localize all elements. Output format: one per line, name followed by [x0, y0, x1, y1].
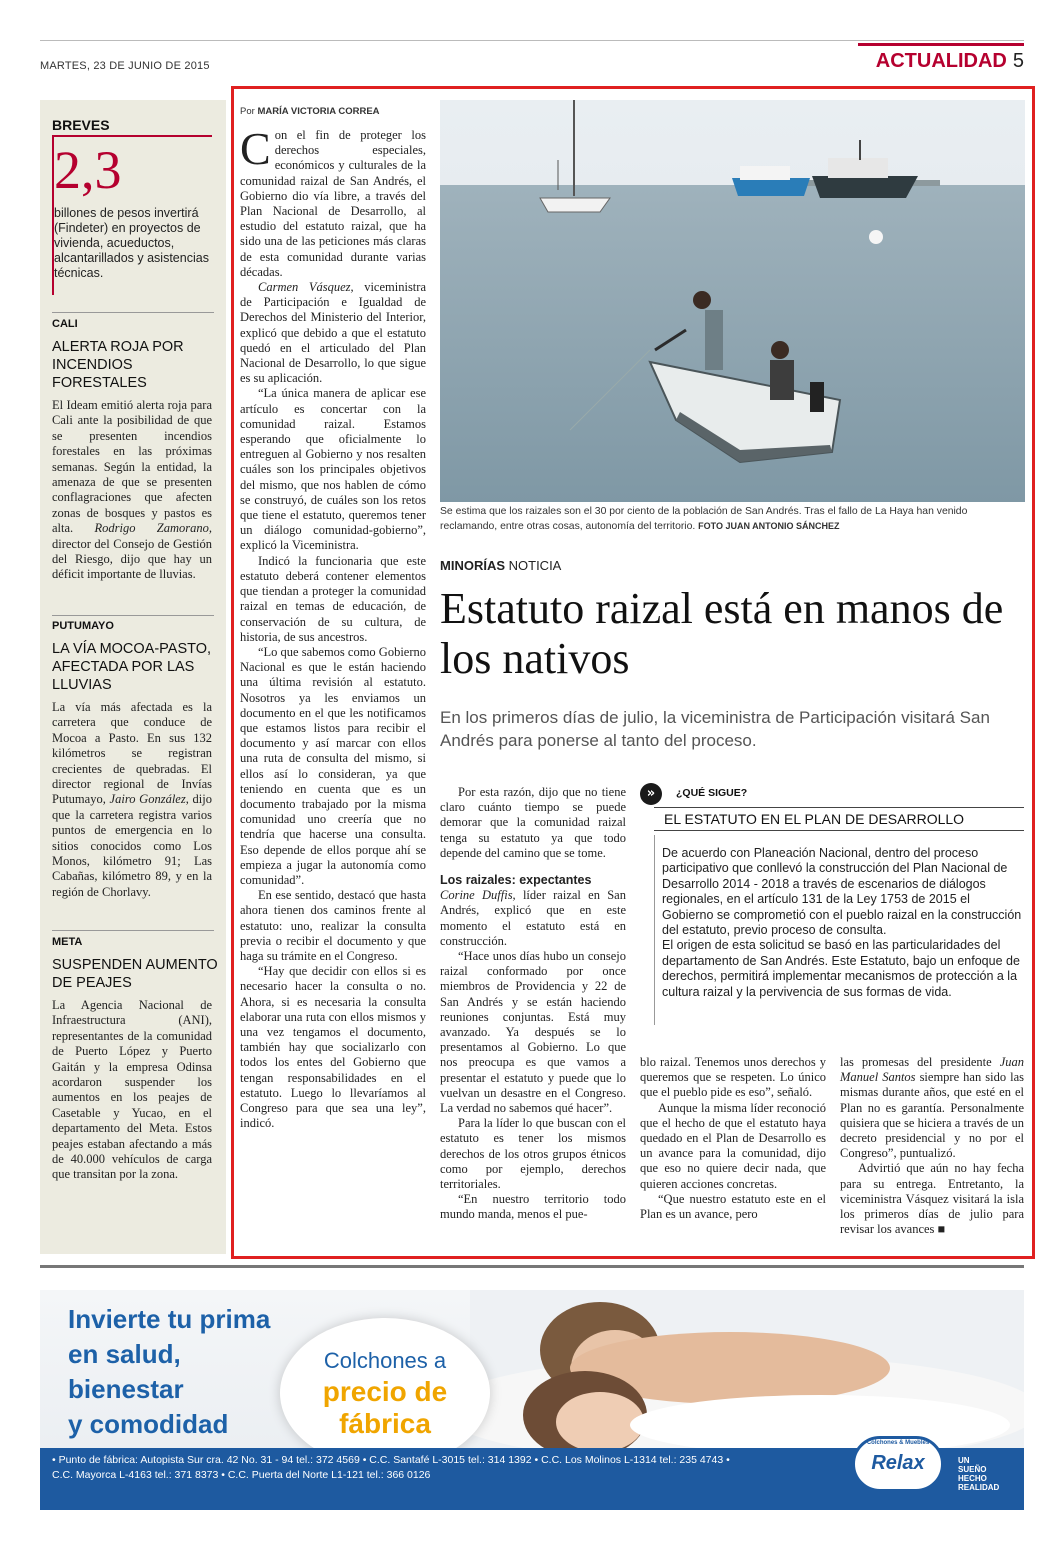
brief-item-cali [52, 318, 220, 583]
paragraph: líder raizal en San Andrés, explicó que en este momento el estatuto está en construcción. [440, 888, 626, 948]
photo-credit: FOTO JUAN ANTONIO SÁNCHEZ [698, 521, 840, 531]
brief-headline: ALERTA ROJA POR INCENDIOS FORESTALES [52, 339, 184, 391]
paragraph: siempre han sido las mismas durante años, que esté en el Plan no es garantía. Personalmente quisiera que se hiciera a través de un decreto presidencial y no por el Congreso”, puntualizó. [840, 1070, 1024, 1161]
brief-body-text: director del Consejo de Gestión del Riesgo, dijo que hay un déficit importante de lluvias. [52, 536, 212, 582]
box-title: EL ESTATUTO EN EL PLAN DE DESARROLLO [654, 807, 1024, 831]
ad-separator-rule [40, 1265, 1024, 1268]
quoted-person: Juan Manuel Santos [840, 1055, 1024, 1085]
paragraph: En ese sentido, destacó que hasta ahora tienen dos caminos frente al estatuto: uno, realizar la consulta previa o recibir el documento y que haga su trámite en el Congreso. [240, 888, 426, 963]
brief-item-putumayo [52, 620, 220, 900]
ad-headline-line: bienestar [68, 1374, 184, 1404]
sidebar-divider [52, 615, 214, 616]
slogan-line: REALIDAD [958, 1483, 1000, 1492]
article-deck: En los primeros días de julio, la viceministra de Participación visitará San Andrés para ponerse al tanto del proceso. [440, 708, 990, 750]
section-name: ACTUALIDAD [875, 50, 1007, 72]
photo-caption [440, 505, 1025, 534]
paragraph: “Lo que sabemos como Gobierno Nacional es que le están haciendo una última revisión al estatuto. Nosotros ya les enviamos un documento en el que les notificamos que estamos listos para recibir el documento y así marcar con ellos una ruta de consulta del mismo, si ellos así lo consideran, ya que teniendo en cuenta que es un documento trabajado por la misma comunidad uno creería que no tendría que hacerse una consulta. Eso depende de ellos porque ahí se empieza a jugar la autonomía como comunidad”. [240, 644, 427, 887]
brief-city: META [52, 936, 83, 948]
ad-headline [68, 1302, 270, 1442]
byline-prefix: Por [240, 106, 255, 117]
ad-headline-line: Invierte tu prima [68, 1304, 271, 1334]
quoted-person: Corine Duffis, [440, 888, 516, 903]
breves-rule [52, 135, 212, 137]
paragraph: Para la líder lo que buscan con el estatuto es tener los mismos derechos de los otros grupos étnicos como por ejemplo, derechos territoriales. [440, 1116, 626, 1192]
paragraph: Aunque la misma líder reconoció que el hecho de que el estatuto haya quedado en el Plan de Desarrollo es un avance para la comunidad, dijo que eso no quiere decir nada, que quieren acciones concretas. [640, 1100, 826, 1191]
box-body [662, 846, 1022, 1000]
kicker-type: NOTICIA [508, 558, 562, 573]
article-column-3 [640, 1055, 826, 1222]
ad-store-addresses [52, 1453, 852, 1483]
paragraph: viceministra de Participación e Igualdad de Derechos del Ministerio del Interior, explicó que debido a que el estatuto quedó en el articulado del Plan Nacional de Desarrollo, lo que sigue es su aplicación. [240, 280, 426, 386]
article-subhead: Los raizales: expectantes [440, 873, 592, 888]
logo-tagline: Colchones & Muebles [866, 1440, 930, 1446]
brief-city: PUTUMAYO [52, 620, 114, 632]
byline-author: MARÍA VICTORIA CORREA [257, 106, 380, 117]
chevron-right-icon: » [640, 783, 662, 805]
slogan-line: HECHO [958, 1474, 987, 1483]
ad-offer-highlight: precio de fábrica [322, 1376, 448, 1439]
brief-body-person: Rodrigo Zamorano, [94, 521, 212, 536]
breves-big-number-text: billones de pesos invertirá (Findeter) en proyectos de vivienda, acueductos, alcantarillados y asistencias técnicas. [54, 206, 209, 280]
paragraph: blo raizal. Tenemos unos derechos y queremos que se respeten. Lo único que el pueblo pide es eso”, señaló. [640, 1055, 826, 1100]
issue-date: MARTES, 23 DE JUNIO DE 2015 [40, 60, 210, 72]
ad-headline-line: en salud, [68, 1339, 181, 1369]
paragraph: “En nuestro territorio todo mundo manda, menos el pue- [440, 1192, 626, 1222]
article-headline: Estatuto raizal está en manos de los nativos [440, 584, 1004, 683]
ad-offer-line: Colchones a [323, 1348, 447, 1373]
top-rule [40, 40, 1024, 41]
caption-text: Se estima que los raizales son el 30 por ciento de la población de San Andrés. Tras el fallo de La Haya han venido reclamando, entre otras cosas, autonomía del territorio. [440, 506, 968, 532]
box-side-rule [654, 835, 655, 1025]
paragraph: on el fin de proteger los derechos especiales, económicos y culturales de la comunidad raizal de San Andrés, el Gobierno dio vía libre, a través del Plan Nacional de Desarrollo, al estudio del estatuto raizal, que ha sido una de las peticiones más claras de esta comunidad durante varias décadas. [240, 128, 426, 279]
ad-headline-line: y comodidad [68, 1409, 229, 1439]
ad-address-line: C.C. Mayorca L-4163 tel.: 371 8373 • C.C. Puerta del Norte L1-121 tel.: 366 0126 [52, 1469, 431, 1481]
article-column-4 [840, 1055, 1024, 1237]
paragraph: Por esta razón, dijo que no tiene claro cuánto tiempo se puede demorar que la comunidad raizal tenga su estatuto ya que todo depende del camino que se tome. [440, 785, 626, 860]
box-kicker: ¿QUÉ SIGUE? [676, 787, 748, 799]
article-column-2 [440, 785, 626, 1223]
brief-body-text: El Ideam emitió alerta roja para Cali ante la posibilidad de que se presenten incendios forestales en las próximas semanas. Según la entidad, la amenaza de que se presenten conflagraciones que afecten zonas de bosques y pastos es alta. [52, 398, 212, 536]
section-accent-bar [858, 43, 1024, 46]
brief-body-person: Jairo González [109, 792, 186, 807]
sidebar-divider [52, 930, 214, 931]
boat-photo-illustration [440, 100, 1025, 502]
box-paragraph: El origen de esta solicitud se basó en las particularidades del departamento de San Andrés. Este Estatuto, bajo un enfoque de derechos, permitirá implementar mecanismos de protección a la cultura raizal y la pervivencia de sus formas de vida. [662, 938, 1020, 999]
logo-wordmark: Relax [871, 1452, 925, 1474]
ad-address-line: • Punto de fábrica: Autopista Sur cra. 42 No. 31 - 94 tel.: 372 4569 • C.C. Santafé L-3015 tel.: 314 1392 • C.C. Los Molinos L-1314 tel.: 235 4743 • [52, 1454, 730, 1466]
paragraph: “Que nuestro estatuto este en el Plan es un avance, pero [640, 1191, 826, 1222]
byline [240, 106, 380, 117]
paragraph: “La única manera de aplicar ese artículo es concertar con la comunidad raizal. Estamos esperando que oficialmente lo entreguen al Gobierno y nos resalten cuáles son los principales objetivos del mismo, que nos hablen de cómo se construyó, de cuáles son los retos que tiene el estatuto, queremos tener un diálogo comunidad-gobierno”, explicó la Viceministra. [240, 386, 426, 553]
ad-slogan [958, 1456, 1018, 1492]
brief-body-text: , dijo que la carretera registra varios puntos de emergencia en lo sitios conocidos como Los Monos, kilómetro 91; Las Cabañas, kilómetro 89, y en la región de Chorlavy. [52, 792, 213, 899]
brief-body [52, 398, 212, 583]
article-column-1 [240, 123, 427, 1131]
article-photo [440, 100, 1025, 502]
box-paragraph: De acuerdo con Planeación Nacional, dentro del proceso participativo que conllevó la construcción del Plan Nacional de Desarrollo 2014 - 2018 a través de escenarios de diálogos regionales, en el artículo 131 de la Ley 1753 de 2015 el Gobierno se comprometió con el pueblo raizal en la construcción del estatuto, previo proceso de consulta. [662, 846, 1022, 938]
brief-headline: SUSPENDEN AUMENTO DE PEAJES [52, 957, 218, 991]
kicker-topic: MINORÍAS [440, 558, 505, 573]
paragraph: “Hay que decidir con ellos si es necesario hacer la consulta o no. Ahora, si es necesaria la consulta elaborar una ruta con ellos mismos y una vez tengamos el documento, también hay que socializarlo con todos los entes del Gobierno que tengan responsabilidades en el estatuto. Luego lo llevaríamos al Congreso para que sea una ley”, indicó. [240, 964, 426, 1131]
brief-city: CALI [52, 318, 78, 330]
brief-body-text: La Agencia Nacional de Infraestructura (ANI), representantes de la comunidad de Puerto López y Puerto Gaitán y la empresa Odinsa acordaron suspender los aumentos en los peajes de Casetable y Yucao, en el departamento del Meta. Estos peajes estaban afectando a más de 40.000 vehículos de carga que transitan por la zona. [52, 998, 212, 1182]
brief-body-text: La vía más afectada es la carretera que conduce de Mocoa a Pasto. En sus 132 kilómetros se registran crecientes de quebradas. El director regional de Invías Putumayo, [52, 700, 212, 807]
slogan-line: UN [958, 1456, 970, 1465]
page-number: 5 [1012, 50, 1024, 72]
brief-body [52, 998, 212, 1183]
quoted-person: Carmen Vásquez, [258, 280, 354, 295]
paragraph: Indicó la funcionaria que este estatuto deberá contener elementos que tiendan a proteger la comunidad raizal en temas de educación, de conservación de su cultura, de historia, de sus ancestros. [240, 553, 426, 644]
sidebar-divider [52, 312, 214, 313]
section-header [876, 50, 1024, 73]
brief-headline: LA VÍA MOCOA-PASTO, AFECTADA POR LAS LLUVIAS [52, 641, 212, 693]
brief-item-meta [52, 936, 220, 1183]
drop-cap: C [240, 123, 271, 174]
slogan-line: SUEÑO [958, 1465, 987, 1474]
paragraph: Advirtió que aún no hay fecha para su entrega. Entretanto, la viceministra Vásquez visitará la isla los primeros días de julio para revisar los avances ■ [840, 1161, 1024, 1237]
paragraph: “Hace unos días hubo un consejo raizal conformado por once miembros de Providencia y 22 de San Andrés y se están haciendo reuniones conjuntas. Está muy avanzado. Ya después se lo presentamos al Gobierno. Lo que nos preocupa es que vamos a presentar el estatuto y puede que lo vuelvan un desastre en el Congreso. La verdad no sabemos qué hacer”. [440, 949, 626, 1116]
breves-label: BREVES [52, 117, 110, 133]
breves-sidebar [40, 100, 226, 1254]
breves-big-number: 2,3 [54, 140, 122, 200]
brief-body [52, 700, 212, 900]
article-kicker [440, 558, 561, 573]
paragraph: las promesas del presidente [840, 1055, 1000, 1069]
